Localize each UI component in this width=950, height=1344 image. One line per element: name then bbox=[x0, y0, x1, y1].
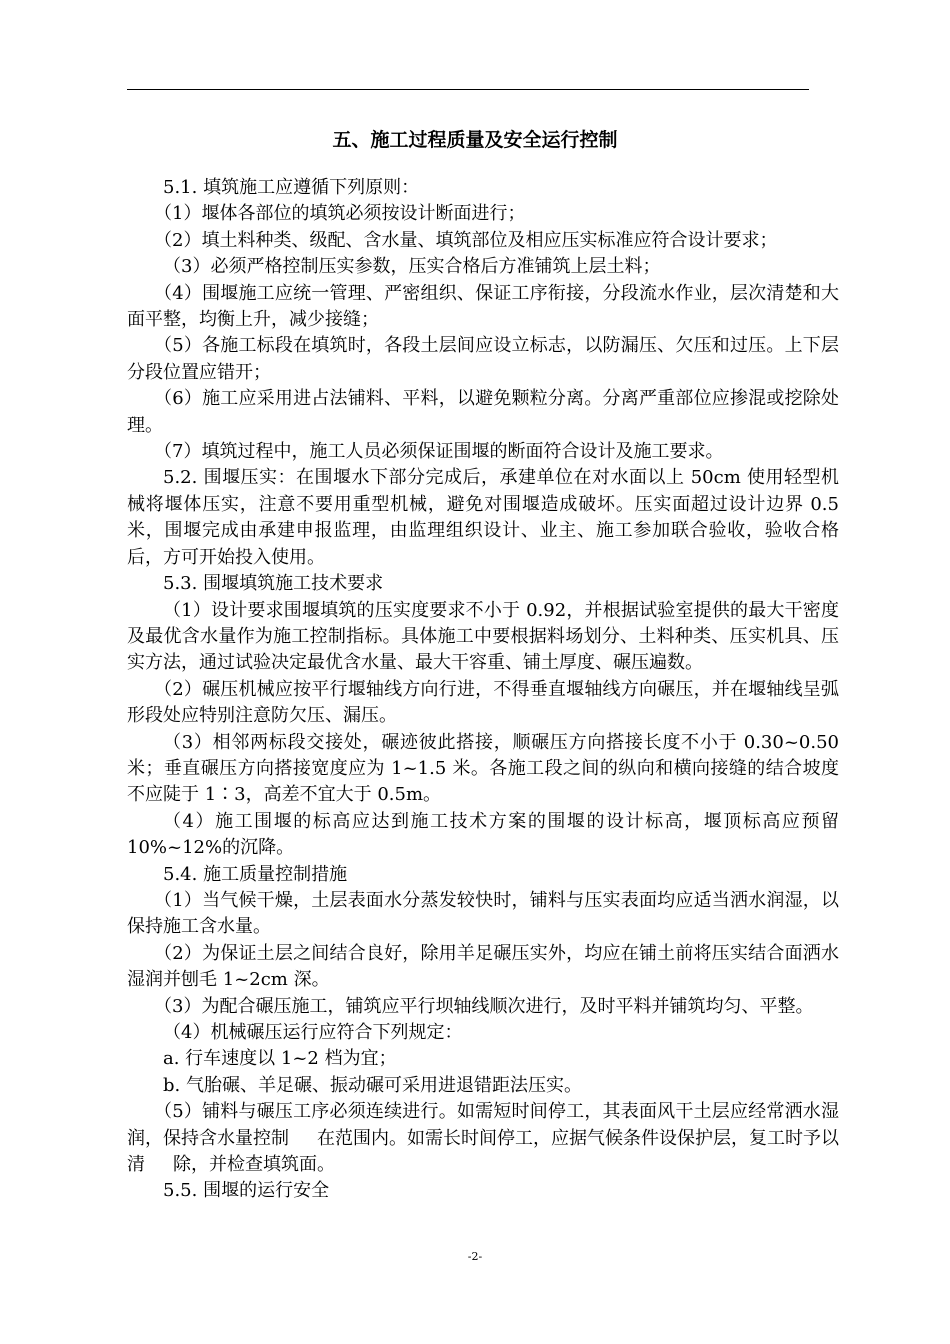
paragraph: 5.4. 施工质量控制措施 bbox=[163, 863, 348, 885]
paragraph: （4）围堰施工应统一管理、严密组织、保证工序衔接，分段流水作业，层次清楚和大面平整，均衡上升，减少接缝； bbox=[127, 282, 839, 331]
paragraph: （1）堰体各部位的填筑必须按设计断面进行； bbox=[154, 203, 526, 225]
paragraph: （2）填土料种类、级配、含水量、填筑部位及相应压实标准应符合设计要求； bbox=[154, 229, 778, 251]
paragraph: （6）施工应采用进占法铺料、平料，以避免颗粒分离。分离严重部位应掺混或挖除处理。 bbox=[127, 388, 839, 436]
document-body bbox=[127, 175, 839, 1205]
section-5-5-heading: 5.5. 围堰的运行安全 bbox=[163, 1180, 330, 1202]
paragraph: （4）施工围堰的标高应达到施工技术方案的围堰的设计标高，堰顶标高应预留 10%~12%的沉降。 bbox=[127, 810, 839, 859]
paragraph: （3）相邻两标段交接处，碾迹彼此搭接，顺碾压方向搭接长度不小于 0.30~0.50 米；垂直碾压方向搭接宽度应为 1~1.5 米。各施工段之间的纵向和横向接缝的结合坡度不应陡于 1∶3，高差不宜大于 0.5m。 bbox=[127, 731, 839, 806]
paragraph: （5）各施工标段在填筑时，各段土层间应设立标志，以防漏压、欠压和过压。上下层分段位置应错开； bbox=[127, 335, 839, 383]
paragraph: （2）为保证土层之间结合良好，除用羊足碾压实外，均应在铺土前将压实结合面洒水湿润并刨毛 1~2cm 深。 bbox=[127, 942, 839, 991]
paragraph: （4）机械碾压运行应符合下列规定： bbox=[163, 1022, 463, 1043]
paragraph: （3）为配合碾压施工，铺筑应平行坝轴线顺次进行，及时平料并铺筑均匀、平整。 bbox=[154, 995, 814, 1017]
paragraph-part: 在范围内。如需长时间停工，应据气候条件设保护层，复工时予以清 bbox=[127, 1127, 839, 1176]
paragraph: （7）填筑过程中，施工人员必须保证围堰的断面符合设计及施工要求。 bbox=[154, 441, 724, 463]
paragraph: （1）当气候干燥，土层表面水分蒸发较快时，铺料与压实表面均应适当洒水润湿，以保持施工含水量。 bbox=[127, 889, 839, 938]
paragraph-part: 除，并检查填筑面。 bbox=[173, 1154, 335, 1176]
paragraph: （1）设计要求围堰填筑的压实度要求不小于 0.92，并根据试验室提供的最大干密度及最优含水量作为施工控制指标。具体施工中要根据料场划分、土料种类、压实机具、压实方法，通过试验决定最优含水量、最大干容重、铺土厚度、碾压遍数。 bbox=[127, 599, 839, 674]
paragraph: 5.2. 围堰压实：在围堰水下部分完成后，承建单位在对水面以上 50cm 使用轻型机械将堰体压实，注意不要用重型机械，避免对围堰造成破坏。压实面超过设计边界 0.5 米，围堰完成由承建申报监理，由监理组织设计、业主、施工参加联合验收，验收合格后，方可开始投入使用。 bbox=[127, 467, 839, 568]
section-title: 五、施工过程质量及安全运行控制 bbox=[332, 129, 618, 151]
paragraph-list bbox=[127, 175, 839, 1099]
paragraph: 5.3. 围堰填筑施工技术要求 bbox=[163, 573, 384, 595]
paragraph-5-4-5 bbox=[127, 1099, 839, 1178]
paragraph: b. 气胎碾、羊足碾、振动碾可采用进退错距法压实。 bbox=[163, 1074, 582, 1096]
page-number: -2- bbox=[467, 1250, 483, 1263]
paragraph: （3）必须严格控制压实参数，压实合格后方准铺筑上层土料； bbox=[163, 256, 661, 278]
paragraph: a. 行车速度以 1~2 档为宜； bbox=[163, 1048, 397, 1070]
paragraph-part: （5）铺料与碾压工序必须连续进行。如需短时间停工，其表面风干土层应经常洒水湿润，保持含水量控制 bbox=[127, 1101, 839, 1149]
header-rule bbox=[127, 89, 809, 90]
paragraph: 5.1. 填筑施工应遵循下列原则： bbox=[163, 177, 420, 198]
paragraph: （2）碾压机械应按平行堰轴线方向行进，不得垂直堰轴线方向碾压，并在堰轴线呈弧形段处应特别注意防欠压、漏压。 bbox=[127, 678, 839, 727]
